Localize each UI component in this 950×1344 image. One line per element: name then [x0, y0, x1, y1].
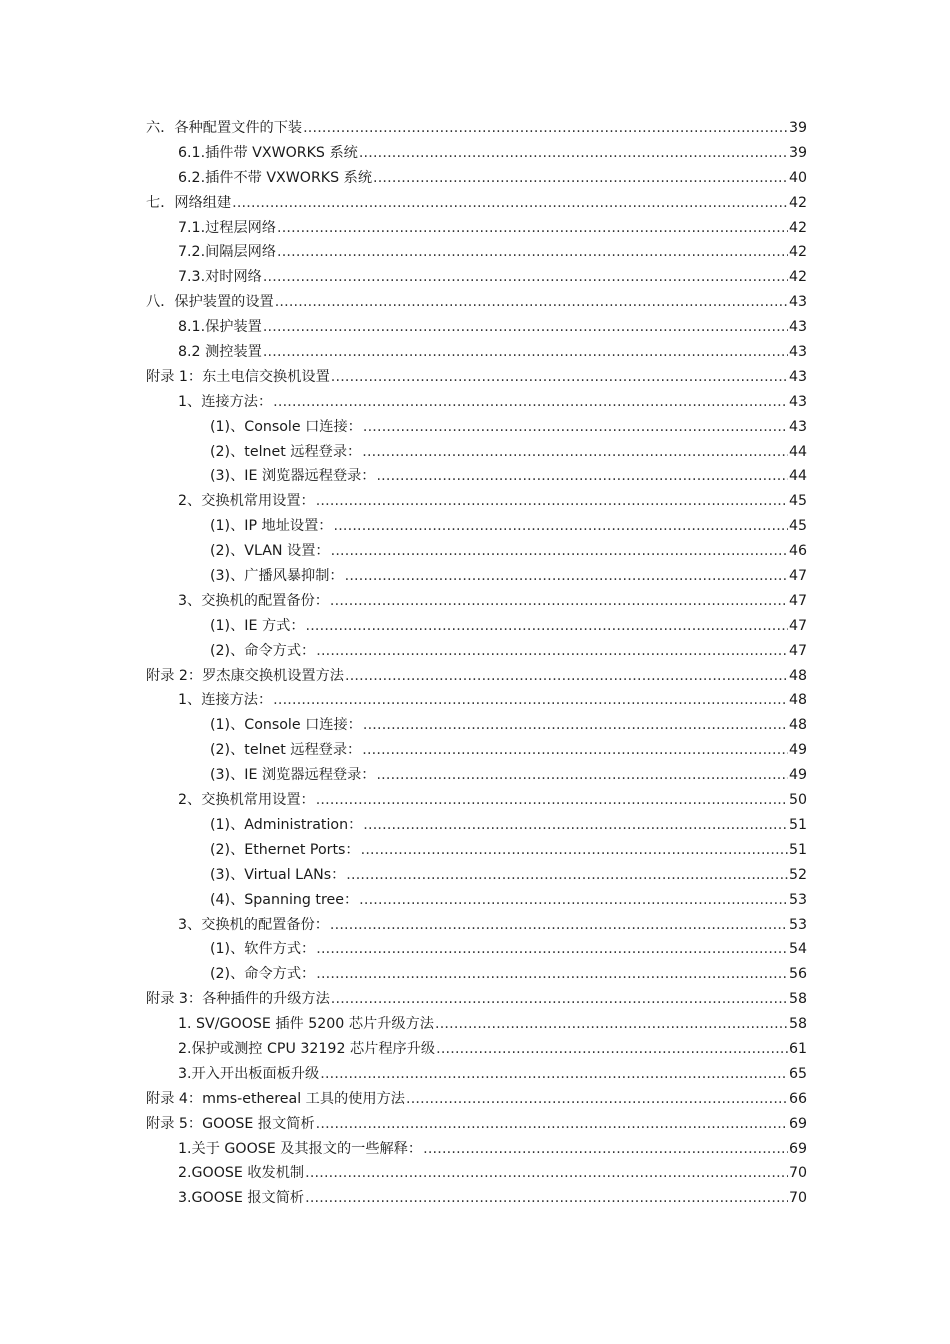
toc-entry-title: 7.2.间隔层网络 — [178, 244, 277, 261]
toc-entry-title: 3.GOOSE 报文简析 — [178, 1190, 305, 1207]
toc-entry[interactable] — [0, 240, 950, 265]
toc-entry-title: 2.保护或测控 CPU 32192 芯片程序升级 — [178, 1040, 436, 1057]
toc-page-number: 48 — [788, 692, 807, 709]
toc-entry[interactable] — [0, 962, 950, 987]
toc-dot-leader — [316, 788, 788, 813]
toc-entry-line — [178, 1137, 807, 1162]
toc-entry-line — [210, 738, 807, 763]
toc-entry[interactable] — [0, 713, 950, 738]
toc-entry-line — [210, 440, 807, 465]
toc-entry-line — [210, 838, 807, 863]
toc-entry[interactable] — [0, 788, 950, 813]
toc-entry-line — [210, 713, 807, 738]
toc-entry-line — [146, 290, 807, 315]
toc-entry[interactable] — [0, 688, 950, 713]
toc-entry-title: (2)、命令方式： — [210, 966, 316, 983]
toc-page-number: 69 — [788, 1140, 807, 1157]
toc-entry[interactable] — [0, 290, 950, 315]
toc-dot-leader — [273, 688, 788, 713]
toc-dot-leader — [263, 340, 788, 365]
toc-entry[interactable] — [0, 514, 950, 539]
toc-entry[interactable] — [0, 166, 950, 191]
toc-entry-line — [178, 166, 807, 191]
toc-entry-line — [210, 539, 807, 564]
toc-dot-leader — [303, 116, 788, 141]
toc-page-number: 45 — [788, 518, 807, 535]
toc-entry[interactable] — [0, 116, 950, 141]
toc-entry[interactable] — [0, 216, 950, 241]
toc-dot-leader — [305, 1161, 788, 1186]
toc-page-number: 69 — [788, 1115, 807, 1132]
toc-entry[interactable] — [0, 987, 950, 1012]
toc-entry-title: 7.3.对时网络 — [178, 269, 262, 286]
toc-entry-line — [178, 913, 807, 938]
toc-entry-title: 2.GOOSE 收发机制 — [178, 1165, 305, 1182]
toc-dot-leader — [345, 564, 788, 589]
toc-page-number: 48 — [788, 717, 807, 734]
toc-dot-leader — [316, 1112, 788, 1137]
toc-entry-line — [210, 564, 807, 589]
toc-page-number: 43 — [788, 344, 807, 361]
toc-entry-line — [146, 116, 807, 141]
toc-entry[interactable] — [0, 440, 950, 465]
toc-page-number: 51 — [788, 841, 807, 858]
toc-entry-title: 1、连接方法： — [178, 393, 273, 410]
toc-entry-title: (2)、Ethernet Ports： — [210, 841, 360, 858]
toc-entry[interactable] — [0, 1062, 950, 1087]
toc-entry-line — [178, 788, 807, 813]
toc-dot-leader — [331, 539, 788, 564]
toc-dot-leader — [273, 390, 788, 415]
toc-page-number: 43 — [788, 393, 807, 410]
toc-entry-line — [178, 315, 807, 340]
toc-entry-line — [178, 489, 807, 514]
toc-dot-leader — [330, 589, 788, 614]
toc-page-number: 54 — [788, 941, 807, 958]
toc-entry-line — [210, 863, 807, 888]
toc-page-number: 65 — [788, 1065, 807, 1082]
toc-entry-line — [178, 240, 807, 265]
toc-entry-title: 附录 3：各种插件的升级方法 — [146, 991, 330, 1008]
toc-entry-title: 六．各种配置文件的下装 — [146, 120, 303, 136]
toc-entry[interactable] — [0, 141, 950, 166]
toc-entry[interactable] — [0, 913, 950, 938]
toc-page-number: 50 — [788, 792, 807, 809]
toc-page-number: 53 — [788, 916, 807, 933]
toc-dot-leader — [263, 315, 788, 340]
toc-entry-title: 3、交换机的配置备份： — [178, 916, 329, 933]
toc-dot-leader — [330, 913, 788, 938]
toc-dot-leader — [232, 191, 788, 216]
toc-page-number: 44 — [788, 468, 807, 485]
toc-dot-leader — [333, 514, 787, 539]
toc-entry-title: 八．保护装置的设置 — [146, 294, 274, 311]
toc-entry[interactable] — [0, 664, 950, 689]
toc-dot-leader — [275, 290, 788, 315]
toc-dot-leader — [363, 813, 788, 838]
toc-entry-line — [178, 1037, 807, 1062]
toc-entry-title: 附录 5：GOOSE 报文简析 — [146, 1115, 315, 1132]
toc-entry-line — [146, 191, 807, 216]
toc-entry[interactable] — [0, 315, 950, 340]
toc-entry-title: 附录 1：东土电信交换机设置 — [146, 368, 330, 385]
toc-dot-leader — [306, 614, 788, 639]
toc-entry-title: (1)、IP 地址设置： — [210, 518, 333, 535]
toc-dot-leader — [359, 888, 788, 913]
toc-entry-line — [210, 415, 807, 440]
toc-dot-leader — [361, 838, 788, 863]
toc-page-number: 48 — [788, 667, 807, 684]
toc-page-number: 42 — [788, 194, 807, 211]
toc-dot-leader — [277, 240, 788, 265]
toc-entry-line — [178, 141, 807, 166]
toc-entry[interactable] — [0, 365, 950, 390]
toc-page-number: 39 — [788, 144, 807, 161]
toc-entry-title: 附录 2：罗杰康交换机设置方法 — [146, 667, 344, 684]
toc-dot-leader — [406, 1087, 788, 1112]
toc-page-number: 52 — [788, 866, 807, 883]
toc-dot-leader — [363, 713, 788, 738]
toc-entry-line — [178, 390, 807, 415]
toc-entry-title: 8.1.保护装置 — [178, 319, 262, 336]
toc-entry-title: 3.开入开出板面板升级 — [178, 1065, 320, 1082]
toc-entry[interactable] — [0, 1087, 950, 1112]
toc-dot-leader — [277, 216, 788, 241]
toc-entry-line — [210, 937, 807, 962]
toc-entry-title: 7.1.过程层网络 — [178, 219, 277, 236]
toc-entry[interactable] — [0, 1112, 950, 1137]
toc-page-number: 61 — [788, 1040, 807, 1057]
toc-entry[interactable] — [0, 838, 950, 863]
toc-entry[interactable] — [0, 564, 950, 589]
toc-dot-leader — [359, 141, 788, 166]
toc-entry-line — [178, 1186, 807, 1211]
toc-entry[interactable] — [0, 1012, 950, 1037]
toc-page-number: 51 — [788, 816, 807, 833]
toc-entry-line — [210, 763, 807, 788]
toc-entry-line — [210, 464, 807, 489]
toc-dot-leader — [316, 962, 788, 987]
toc-entry-title: 6.2.插件不带 VXWORKS 系统 — [178, 169, 373, 186]
toc-entry-line — [178, 688, 807, 713]
toc-entry[interactable] — [0, 813, 950, 838]
toc-entry-title: 6.1.插件带 VXWORKS 系统 — [178, 144, 358, 161]
toc-entry-title: (2)、telnet 远程登录： — [210, 742, 362, 759]
toc-dot-leader — [376, 464, 787, 489]
toc-entry[interactable] — [0, 340, 950, 365]
toc-entry-title: (2)、VLAN 设置： — [210, 543, 330, 560]
toc-entry-line — [210, 962, 807, 987]
toc-dot-leader — [373, 166, 788, 191]
toc-entry-line — [146, 987, 807, 1012]
toc-entry[interactable] — [0, 489, 950, 514]
toc-dot-leader — [376, 763, 787, 788]
toc-page-number: 40 — [788, 169, 807, 186]
toc-page-number: 42 — [788, 244, 807, 261]
toc-entry-line — [178, 340, 807, 365]
toc-entry-title: (1)、软件方式： — [210, 941, 316, 958]
toc-dot-leader — [305, 1186, 788, 1211]
toc-entry-title: 2、交换机常用设置： — [178, 493, 315, 510]
toc-dot-leader — [331, 365, 788, 390]
toc-entry-line — [210, 888, 807, 913]
toc-dot-leader — [435, 1012, 788, 1037]
toc-entry[interactable] — [0, 191, 950, 216]
toc-entry[interactable] — [0, 937, 950, 962]
toc-entry-title: (2)、telnet 远程登录： — [210, 443, 362, 460]
toc-page-number: 39 — [788, 120, 807, 136]
toc-page-number: 53 — [788, 891, 807, 908]
toc-page-number: 47 — [788, 592, 807, 609]
toc-page-number: 58 — [788, 1016, 807, 1033]
toc-entry-title: 1、连接方法： — [178, 692, 273, 709]
toc-entry-title: (2)、命令方式： — [210, 642, 316, 659]
toc-entry-line — [178, 1161, 807, 1186]
toc-dot-leader — [263, 265, 788, 290]
toc-page-number: 43 — [788, 368, 807, 385]
toc-entry[interactable] — [0, 265, 950, 290]
toc-dot-leader — [345, 664, 788, 689]
toc-entry-title: 附录 4：mms-ethereal 工具的使用方法 — [146, 1090, 405, 1107]
toc-dot-leader — [331, 987, 788, 1012]
toc-entry[interactable] — [0, 1186, 950, 1211]
toc-page-number: 47 — [788, 568, 807, 585]
toc-page-number: 47 — [788, 617, 807, 634]
toc-entry[interactable] — [0, 614, 950, 639]
toc-entry-title: (1)、Administration： — [210, 816, 363, 833]
toc-entry-line — [146, 1112, 807, 1137]
toc-entry-line — [146, 664, 807, 689]
toc-page-number: 43 — [788, 418, 807, 435]
toc-page-number: 49 — [788, 767, 807, 784]
toc-entry[interactable] — [0, 415, 950, 440]
toc-dot-leader — [423, 1137, 788, 1162]
toc-entry[interactable] — [0, 1037, 950, 1062]
toc-dot-leader — [316, 937, 788, 962]
toc-entry[interactable] — [0, 1161, 950, 1186]
toc-page-number: 43 — [788, 319, 807, 336]
toc-entry-title: 8.2 测控装置 — [178, 344, 262, 361]
toc-entry[interactable] — [0, 639, 950, 664]
toc-page-number: 44 — [788, 443, 807, 460]
toc-entry[interactable] — [0, 763, 950, 788]
toc-dot-leader — [316, 489, 788, 514]
toc-dot-leader — [362, 440, 788, 465]
toc-entry-title: 3、交换机的配置备份： — [178, 592, 329, 609]
toc-entry-title: (4)、Spanning tree： — [210, 891, 359, 908]
toc-page-number: 42 — [788, 269, 807, 286]
toc-page-number: 47 — [788, 642, 807, 659]
toc-entry-line — [146, 365, 807, 390]
toc-page-number: 46 — [788, 543, 807, 560]
toc-dot-leader — [362, 738, 788, 763]
toc-entry-line — [178, 1062, 807, 1087]
toc-entry-title: (3)、广播风暴抑制： — [210, 568, 344, 585]
toc-entry-line — [210, 639, 807, 664]
toc-entry-line — [210, 614, 807, 639]
toc-entry-title: 1. SV/GOOSE 插件 5200 芯片升级方法 — [178, 1016, 434, 1033]
toc-dot-leader — [436, 1037, 788, 1062]
toc-entry[interactable] — [0, 863, 950, 888]
toc-entry-line — [210, 813, 807, 838]
toc-entry-line — [178, 589, 807, 614]
toc-entry-line — [178, 265, 807, 290]
toc-entry[interactable] — [0, 464, 950, 489]
toc-page-number: 56 — [788, 966, 807, 983]
toc-entry-title: 1.关于 GOOSE 及其报文的一些解释： — [178, 1140, 423, 1157]
toc-entry-title: (1)、Console 口连接： — [210, 418, 362, 435]
toc-entry[interactable] — [0, 390, 950, 415]
toc-entry[interactable] — [0, 888, 950, 913]
toc-page-number: 58 — [788, 991, 807, 1008]
toc-entry-title: (1)、IE 方式： — [210, 617, 305, 634]
toc-entry[interactable] — [0, 539, 950, 564]
toc-page-number: 70 — [788, 1165, 807, 1182]
toc-page-number: 66 — [788, 1090, 807, 1107]
toc-entry[interactable] — [0, 589, 950, 614]
toc-dot-leader — [346, 863, 788, 888]
toc-dot-leader — [363, 415, 788, 440]
toc-page-number: 49 — [788, 742, 807, 759]
toc-entry-title: (3)、IE 浏览器远程登录： — [210, 767, 376, 784]
toc-entry-line — [178, 1012, 807, 1037]
toc-page-number: 42 — [788, 219, 807, 236]
toc-dot-leader — [320, 1062, 788, 1087]
toc-page-number: 70 — [788, 1190, 807, 1207]
toc-entry-line — [210, 514, 807, 539]
toc-entry-title: (1)、Console 口连接： — [210, 717, 362, 734]
toc-entry-title: 七．网络组建 — [146, 194, 232, 211]
toc-dot-leader — [316, 639, 788, 664]
toc-entry-title: (3)、Virtual LANs： — [210, 866, 346, 883]
toc-entry-title: (3)、IE 浏览器远程登录： — [210, 468, 376, 485]
toc-entry-line — [178, 216, 807, 241]
toc-entry-line — [146, 1087, 807, 1112]
toc-page-number: 45 — [788, 493, 807, 510]
toc-entry[interactable] — [0, 738, 950, 763]
toc-entry-title: 2、交换机常用设置： — [178, 792, 315, 809]
toc-page-number: 43 — [788, 294, 807, 311]
toc-entry[interactable] — [0, 1137, 950, 1162]
table-of-contents — [0, 116, 950, 1211]
